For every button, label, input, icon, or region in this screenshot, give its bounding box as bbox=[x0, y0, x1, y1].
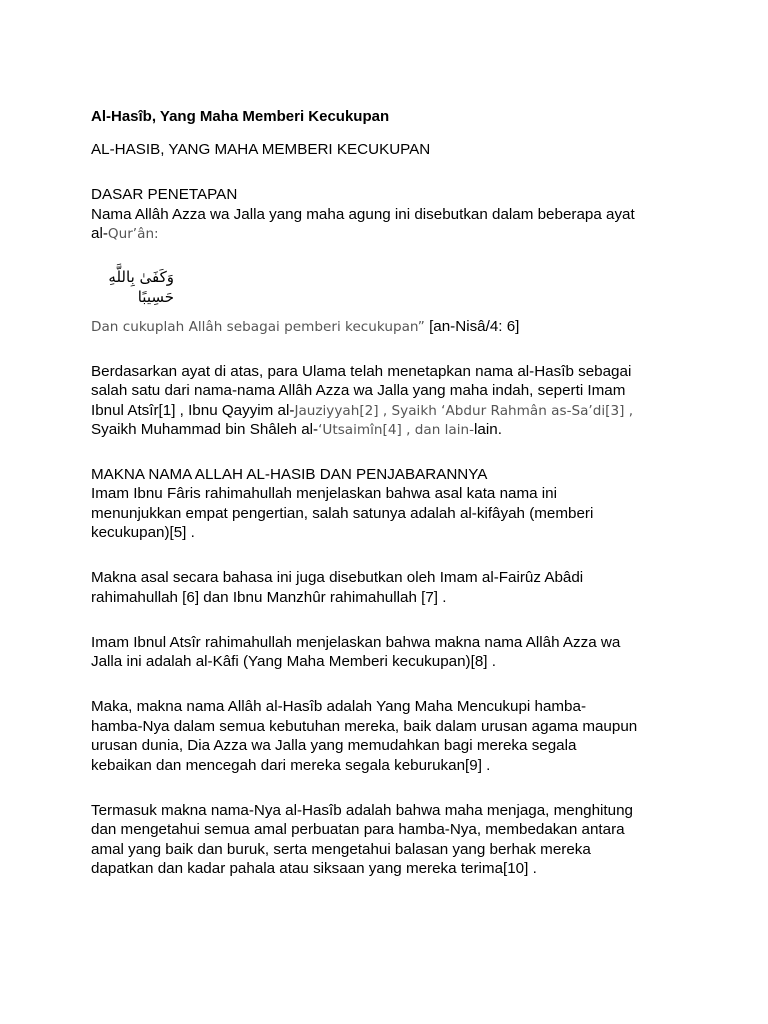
p4-line-1: Maka, makna nama Allâh al-Hasîb adalah Yang Maha Mencukupi hamba- bbox=[91, 698, 587, 715]
para-ulama-line-3 bbox=[91, 401, 691, 422]
p1-line-2: menunjukkan empat pengertian, salah satunya adalah al-kifâyah (memberi bbox=[91, 505, 594, 522]
para-ulama-line-4c: lain. bbox=[474, 421, 502, 438]
p3-line-2: Jalla ini adalah al-Kâfi (Yang Maha Memberi kecukupan)[8] . bbox=[91, 653, 496, 670]
arabic-verse: وَكَفَىٰ بِاللَّهِ حَسِيبًا bbox=[108, 268, 174, 306]
translation-text: Dan cukuplah Allâh sebagai pemberi kecukupan” bbox=[91, 319, 425, 335]
p5-line-1: Termasuk makna nama-Nya al-Hasîb adalah bahwa maha menjaga, menghitung bbox=[91, 802, 633, 819]
p5-line-2: dan mengetahui semua amal perbuatan para hamba-Nya, membedakan antara bbox=[91, 821, 625, 838]
p2-line-2: rahimahullah [6] dan Ibnu Manzhûr rahimahullah [7] . bbox=[91, 589, 447, 606]
p3-line-1: Imam Ibnul Atsîr rahimahullah menjelaskan bahwa makna nama Allâh Azza wa bbox=[91, 634, 621, 651]
para-ulama-line-3a: Ibnul Atsîr[1] , Ibnu Qayyim al- bbox=[91, 402, 295, 419]
section-heading-makna: MAKNA NAMA ALLAH AL-HASIB DAN PENJABARANNYA bbox=[91, 466, 488, 483]
p4-line-4: kebaikan dan mencegah dari mereka segala keburukan[9] . bbox=[91, 757, 491, 774]
intro-line-2a: al- bbox=[91, 225, 108, 242]
translation-ref: [an-Nisâ/4: 6] bbox=[424, 318, 520, 335]
p1-line-1: Imam Ibnu Fâris rahimahullah menjelaskan bahwa asal kata nama ini bbox=[91, 485, 557, 502]
intro-line-1: Nama Allâh Azza wa Jalla yang maha agung ini disebutkan dalam beberapa ayat bbox=[91, 206, 635, 223]
para-ulama-line-4b: ‘Utsaimîn[4] , dan lain- bbox=[318, 422, 475, 438]
arabic-verse-row bbox=[74, 267, 174, 307]
section-heading-dasar: DASAR PENETAPAN bbox=[91, 186, 238, 203]
para-ulama-line-4 bbox=[91, 420, 691, 441]
verse-translation bbox=[91, 317, 691, 338]
document-title: Al-Hasîb, Yang Maha Memberi Kecukupan bbox=[91, 108, 390, 125]
p5-line-3: amal yang baik dan buruk, serta mengetahui balasan yang berhak mereka bbox=[91, 841, 591, 858]
para-ulama-line-4a: Syaikh Muhammad bin Shâleh al- bbox=[91, 421, 319, 438]
p4-line-3: urusan dunia, Dia Azza wa Jalla yang memudahkan bagi mereka segala bbox=[91, 737, 577, 754]
para-ulama-line-1: Berdasarkan ayat di atas, para Ulama telah menetapkan nama al-Hasîb sebagai bbox=[91, 363, 632, 380]
p1-line-3: kecukupan)[5] . bbox=[91, 524, 195, 541]
p5-line-4: dapatkan dan kadar pahala atau siksaan yang mereka terima[10] . bbox=[91, 860, 537, 877]
intro-line-2b: Qur’ân: bbox=[107, 226, 159, 242]
intro-line-2 bbox=[91, 224, 691, 245]
heading-caps: AL-HASIB, YANG MAHA MEMBERI KECUKUPAN bbox=[91, 141, 431, 158]
para-ulama-line-2: salah satu dari nama-nama Allâh Azza wa Jalla yang maha indah, seperti Imam bbox=[91, 382, 626, 399]
para-ulama-line-3b: Jauziyyah[2] , Syaikh ‘Abdur Rahmân as-Sa’di[3] , bbox=[294, 403, 634, 419]
p4-line-2: hamba-Nya dalam semua kebutuhan mereka, baik dalam urusan agama maupun bbox=[91, 718, 638, 735]
p2-line-1: Makna asal secara bahasa ini juga disebutkan oleh Imam al-Fairûz Abâdi bbox=[91, 569, 584, 586]
